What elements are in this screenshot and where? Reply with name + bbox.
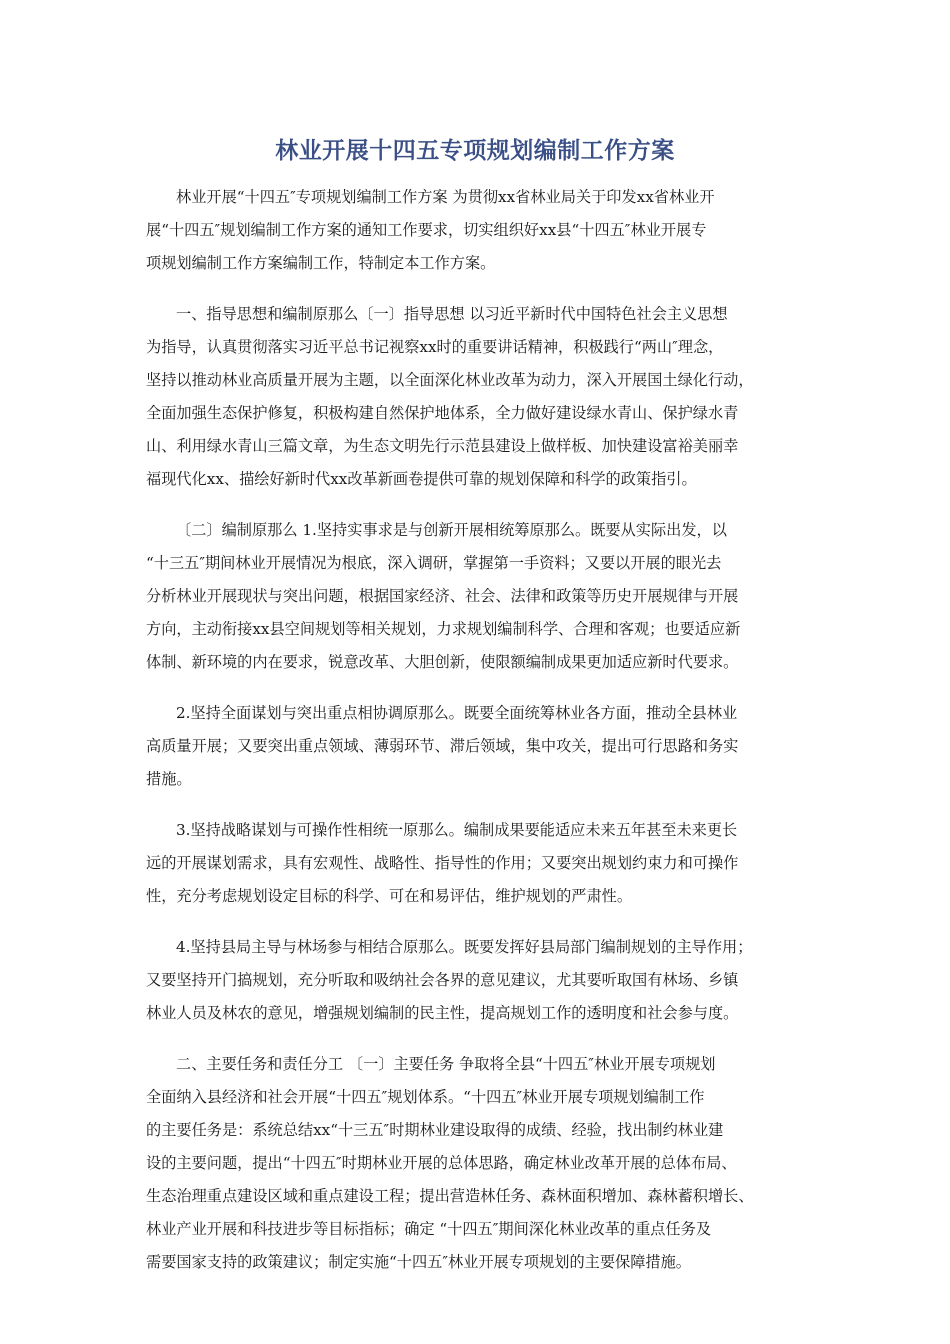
paragraph	[146, 1048, 808, 1279]
paragraph	[146, 931, 808, 1030]
paragraph-line: 3.坚持战略谋划与可操作性相统一原那么。编制成果要能适应未来五年甚至未来更长	[176, 821, 738, 839]
paragraph-line: 二、主要任务和责任分工 〔一〕主要任务 争取将全县“十四五″林业开展专项规划	[176, 1055, 716, 1073]
paragraph	[146, 298, 808, 496]
paragraph-gap	[146, 679, 808, 697]
paragraph-line: 展“十四五″规划编制工作方案的通知工作要求，切实组织好xx县“十四五″林业开展专	[146, 221, 707, 239]
paragraph-line: 全面纳入县经济和社会开展“十四五″规划体系。“十四五″林业开展专项规划编制工作	[146, 1088, 705, 1106]
paragraph-line: 为指导，认真贯彻落实习近平总书记视察xx时的重要讲话精神，积极践行“两山″理念，	[146, 338, 724, 356]
paragraph-line: 4.坚持县局主导与林场参与相结合原那么。既要发挥好县局部门编制规划的主导作用；	[176, 938, 753, 956]
paragraph-line: 坚持以推动林业高质量开展为主题，以全面深化林业改革为动力，深入开展国土绿化行动，	[146, 371, 754, 389]
paragraph-line: 分析林业开展现状与突出问题，根据国家经济、社会、法律和政策等历史开展规律与开展	[146, 587, 739, 605]
paragraph-line: 2.坚持全面谋划与突出重点相协调原那么。既要全面统筹林业各方面，推动全县林业	[176, 704, 738, 722]
paragraph-line: 林业产业开展和科技进步等目标指标；确定 “十四五″期间深化林业改革的重点任务及	[146, 1220, 712, 1238]
document-title: 林业开展十四五专项规划编制工作方案	[275, 138, 675, 164]
paragraph-line: 措施。	[146, 770, 192, 788]
paragraph-line: 生态治理重点建设区域和重点建设工程；提出营造林任务、森林面积增加、森林蓄积增长、	[146, 1187, 754, 1205]
paragraph	[146, 514, 808, 679]
paragraph-line: “十三五″期间林业开展情况为根底，深入调研，掌握第一手资料；又要以开展的眼光去	[146, 554, 722, 572]
paragraph-gap	[146, 913, 808, 931]
paragraph-line: 方向，主动衔接xx县空间规划等相关规划，力求规划编制科学、合理和客观；也要适应新	[146, 620, 741, 638]
paragraph-gap	[146, 280, 808, 298]
paragraph-line: 性，充分考虑规划设定目标的科学、可在和易评估，维护规划的严肃性。	[146, 887, 632, 905]
paragraph-line: 又要坚持开门搞规划，充分听取和吸纳社会各界的意见建议，尤其要听取国有林场、乡镇	[146, 971, 739, 989]
paragraph-line: 高质量开展；又要突出重点领域、薄弱环节、滞后领域，集中攻关，提出可行思路和务实	[146, 737, 739, 755]
paragraph-line: 林业人员及林农的意见，增强规划编制的民主性，提高规划工作的透明度和社会参与度。	[146, 1004, 739, 1022]
paragraph-line: 全面加强生态保护修复，积极构建自然保护地体系，全力做好建设绿水青山、保护绿水青	[146, 404, 739, 422]
paragraph-line: 山、利用绿水青山三篇文章，为生态文明先行示范县建设上做样板、加快建设富裕美丽幸	[146, 437, 739, 455]
paragraph-line: 需要国家支持的政策建议；制定实施“十四五″林业开展专项规划的主要保障措施。	[146, 1253, 691, 1271]
paragraph-gap	[146, 1030, 808, 1048]
paragraph-line: 的主要任务是：系统总结xx“十三五″时期林业建设取得的成绩、经验，找出制约林业建	[146, 1121, 724, 1139]
paragraph-line: 〔二〕编制原那么 1.坚持实事求是与创新开展相统筹原那么。既要从实际出发，以	[176, 521, 727, 539]
paragraph	[146, 697, 808, 796]
paragraph-line: 林业开展“十四五″专项规划编制工作方案 为贯彻xx省林业局关于印发xx省林业开	[176, 188, 715, 206]
paragraph-line: 一、指导思想和编制原那么〔一〕指导思想 以习近平新时代中国特色社会主义思想	[176, 305, 728, 323]
paragraph	[146, 814, 808, 913]
paragraph-line: 体制、新环境的内在要求，锐意改革、大胆创新，使限额编制成果更加适应新时代要求。	[146, 653, 739, 671]
document-body	[146, 181, 808, 1279]
paragraph-line: 设的主要问题，提出“十四五″时期林业开展的总体思路，确定林业改革开展的总体布局、	[146, 1154, 737, 1172]
paragraph-line: 福现代化xx、描绘好新时代xx改革新画卷提供可靠的规划保障和科学的政策指引。	[146, 470, 697, 488]
paragraph-line: 远的开展谋划需求，具有宏观性、战略性、指导性的作用；又要突出规划约束力和可操作	[146, 854, 739, 872]
paragraph	[146, 181, 808, 280]
paragraph-gap	[146, 796, 808, 814]
paragraph-gap	[146, 496, 808, 514]
paragraph-line: 项规划编制工作方案编制工作，特制定本工作方案。	[146, 254, 496, 272]
